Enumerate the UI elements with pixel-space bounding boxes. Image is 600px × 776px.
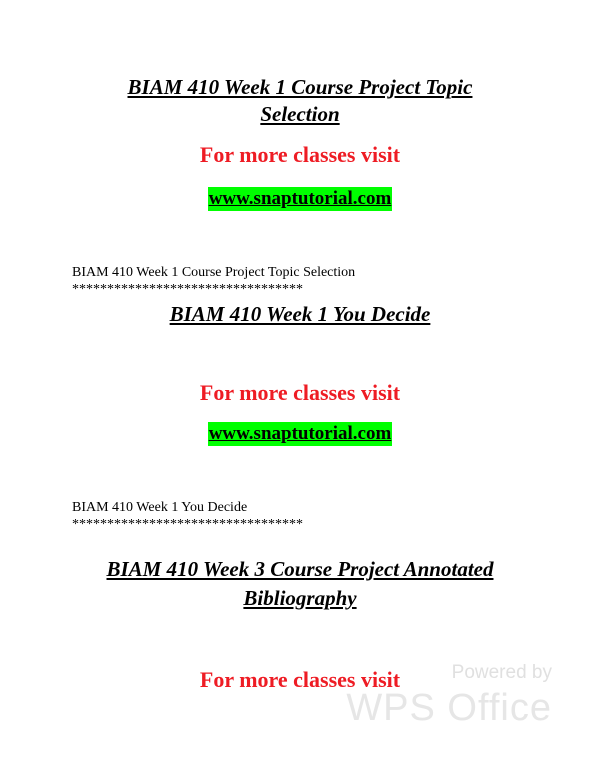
section-3-heading-line-2: Bibliography xyxy=(243,586,357,610)
section-1-heading-line-1: BIAM 410 Week 1 Course Project Topic xyxy=(127,75,473,99)
watermark-brand-text: WPS Office xyxy=(346,687,552,729)
section-1-visit-text: For more classes visit xyxy=(199,142,401,167)
section-1-link-container xyxy=(0,187,600,211)
section-3-heading-line-1: BIAM 410 Week 3 Course Project Annotated xyxy=(106,557,494,581)
section-2-link-container xyxy=(0,422,600,446)
section-3-visit-text: For more classes visit xyxy=(199,667,401,692)
section-2-body-text: BIAM 410 Week 1 You Decide xyxy=(72,500,248,515)
section-1-link[interactable]: www.snaptutorial.com xyxy=(208,188,392,209)
section-2-link[interactable]: www.snaptutorial.com xyxy=(208,423,392,444)
section-1-heading-line-2: Selection xyxy=(260,102,340,126)
section-1-separator: ********************************* xyxy=(72,282,303,297)
section-1-body-text: BIAM 410 Week 1 Course Project Topic Selection xyxy=(72,265,356,280)
section-2-heading: BIAM 410 Week 1 You Decide xyxy=(169,302,431,326)
section-2-separator: ********************************* xyxy=(72,517,303,532)
watermark-powered-text: Powered by xyxy=(451,662,552,683)
section-2-visit-text: For more classes visit xyxy=(199,380,401,405)
